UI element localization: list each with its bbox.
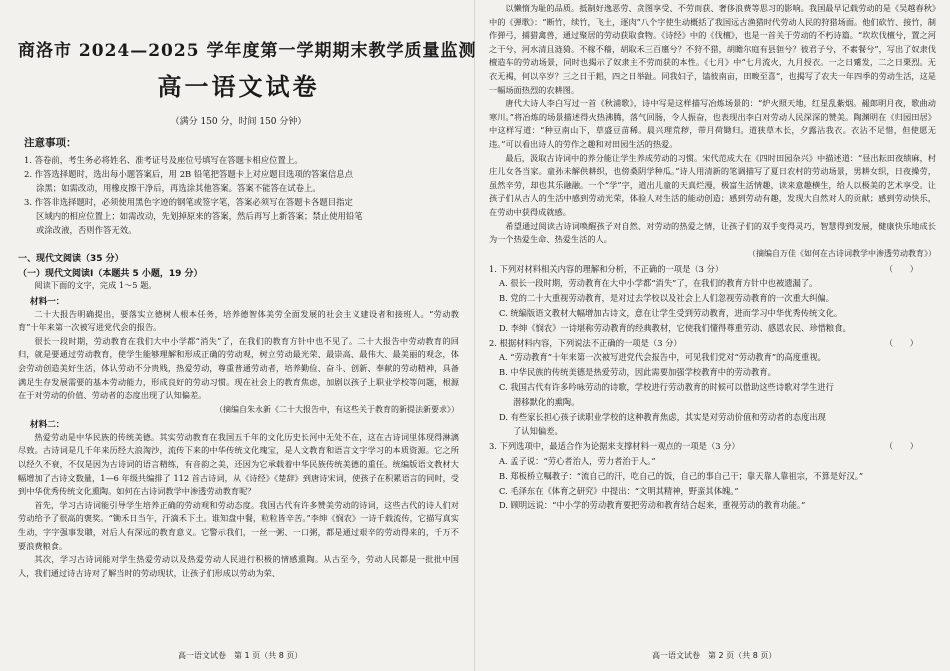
question-option <box>499 454 936 469</box>
question-option <box>499 380 936 410</box>
question-option <box>499 410 936 440</box>
note-line: 2. 作答选择题时，选出每小题答案后，用 2B 铅笔把答题卡上对应题目选项的答案信息点 <box>24 169 353 179</box>
note-line: 区域内的相应位置上；如需改动，先划掉原来的答案，然后再写上新答案；禁止使用铅笔 <box>36 211 363 221</box>
answer-parentheses: （ ） <box>884 337 918 348</box>
material-2-continued <box>489 2 936 247</box>
option-line: D. 有些家长担心孩子读职业学校的这种教育焦虑，其实是对劳动价值和劳动者的态度出现 <box>499 411 826 422</box>
paragraph: 希望通过阅读古诗词唤醒孩子对自然、对劳动的热爱之情，让孩子们的双手变得灵巧，智慧得到发展，健康快乐地成长为一个热爱生命、热爱生活的人。 <box>489 220 936 245</box>
paragraph: 最后，汲取古诗词中的养分能让学生养成劳动的习惯。宋代范成大在《四时田园杂兴》中描述道：“昼出耘田夜绩麻，村庄儿女各当家。童孙未解供耕织，也傍桑阴学种瓜。”诗人用清新的笔调描写了夏日农村的劳动场景，男耕女织，日夜操劳，虽然辛劳，却也其乐融融。一个“学”字，道出儿童的天真烂漫，极富生活情趣，读来意趣横生，给人以极美的艺术享受。让孩子们从古人的生活中感到劳动光荣，体验人对生活的能动创造；感到劳动有趣，发现大自然对人的贡献；感到劳动快乐，在劳动中获得成就感。 <box>489 152 936 217</box>
question-text: 1. 下列对材料相关内容的理解和分析，不正确的一项是（3 分） <box>489 263 724 274</box>
paragraph: 二十大报告明确提出，要落实立德树人根本任务，培养德智体美劳全面发展的社会主义建设者和接班人。“劳动教育”十年来第一次被写进党代会的报告。 <box>18 308 459 333</box>
question-option <box>499 469 936 484</box>
option-line: C. 毛泽东在《体育之研究》中提出：“文明其精神，野蛮其体魄。” <box>499 485 739 496</box>
reading-instruction: 阅读下面的文字，完成 1～5 题。 <box>34 280 157 290</box>
section-heading: 一、现代文阅读（35 分） <box>18 254 124 264</box>
option-line: 了认知偏差。 <box>513 426 563 437</box>
exam-title: 商洛市 2024—2025 学年度第一学期期末教学质量监测 <box>18 41 477 61</box>
score-time: （满分 150 分，时间 150 分钟） <box>170 117 307 127</box>
question-option <box>499 306 936 321</box>
option-line: D. 李绅《悯农》一诗堪称劳动教育的经典教材，它使我们懂得尊重劳动、感恩农民、珍惜粮食。 <box>499 322 851 333</box>
answer-parentheses: （ ） <box>884 263 918 274</box>
note-line: 涂黑；如需改动，用橡皮擦干净后，再选涂其他答案。答案不能答在试卷上。 <box>36 183 321 193</box>
paragraph: 首先，学习古诗词能引导学生培养正确的劳动观和劳动态度。我国古代有许多赞美劳动的诗词，这些古代的诗人们对劳动给予了很高的褒奖。“锄禾日当午，汗滴禾下土。谁知盘中餐，粒粒皆辛苦。”李绅《悯农》一诗千载流传，它描写真实生动，字字强事发聩，对后人有深远的教育意义。它警示我们，一丝一粥、一口粥，都是通过艰辛的劳动得来的，千万不要浪费粮食。 <box>18 499 459 551</box>
option-line: C. 统编版语文教材大幅增加古诗文，意在让学生受到劳动教育，进而学习中华优秀传统文化。 <box>499 308 843 319</box>
subsection-heading: （一）现代文阅读Ⅰ（本题共 5 小题，19 分） <box>18 269 203 279</box>
page-2 <box>475 0 950 671</box>
option-line: C. 我国古代有许多吟咏劳动的诗歌，学校进行劳动教育的时候可以借助这些诗歌对学生进行 <box>499 382 834 393</box>
paragraph: 唐代大诗人李白写过一首《秋浦歌》，诗中写是这样描写冶炼场景的：“炉火照天地，红星乱紫烟。赧郎明月夜，歌曲动寒川。”将冶炼的场景描述得火热沸腾，落气回肠，令人振奋，也表现出李白对劳动人民深深的赞美。陶渊明在《归园田居》中这样写道：“种豆南山下，草盛豆苗稀。晨兴理荒秽，带月荷锄归。道狭草木长，夕露沾我衣。衣沾不足惜，但使愿无违。”可以看出诗人的劳作之趣和对田园生活的热爱。 <box>489 98 936 149</box>
option-line: B. 郑板桥立嘱教子：“流自己的汗，吃自己的饭，自己的事自己干；靠天靠人靠祖宗，不算是好汉。” <box>499 470 864 481</box>
option-line: B. 党的二十大重视劳动教育，是对过去学校以及社会上人们忽视劳动教育的一次重大纠偏。 <box>499 293 834 304</box>
notes-heading: 注意事项： <box>24 137 77 149</box>
paragraph: 其次，学习古诗词能对学生热爱劳动以及热爱劳动人民进行积极的情感熏陶。从古至今，劳动人民都是一批批中国人，我们通过诗古诗对了解当时的劳动现状，让孩子们形成以劳动为荣、 <box>18 554 459 578</box>
notes-list <box>18 153 459 237</box>
exam-subtitle: 高一语文试卷 <box>157 72 320 101</box>
note-line: 或涂改液，否则作答无效。 <box>36 225 137 235</box>
question-stem <box>489 439 936 454</box>
paragraph: 热爱劳动是中华民族的传统美德。其实劳动教育在我国五千年的文化历史长河中无处不在，这在古诗词里体现得淋漓尽致。古诗词是几千年来历经大浪淘沙，流传下来的中华传统文化瑰宝，是人文教育和语言文字学习的本质资源。它之所以经久不衰，不仅是因为古诗词的语言精练，有音韵之美，还因为它承载着中华民族传统美德的重任。统编版语文教材大幅增加了古诗文数量，1—6 年级共编排了 112 首古诗词，从《诗经》《楚辞》到唐诗宋词，使孩子在积累语言的同时，受到中华优秀传统文化熏陶。如何在古诗词教学中渗透劳动教育呢？ <box>18 431 459 497</box>
material-1-label: 材料一： <box>30 296 65 307</box>
question-option <box>499 498 936 513</box>
option-line: A. “劳动教育”十年来第一次被写进党代会报告中，可见我们党对“劳动教育”的高度重视。 <box>499 352 826 363</box>
option-line: A. 很长一段时期，劳动教育在大中小学都“消失”了，在我们的教育方针中也被遗漏了。 <box>499 278 818 289</box>
option-line: B. 中华民族的传统美德是热爱劳动，因此需要加强学校教育中的劳动教育。 <box>499 367 776 378</box>
note-item <box>24 195 459 237</box>
option-line: 潜移默化的熏陶。 <box>513 396 580 407</box>
option-line: D. 顾明远说：“中小学的劳动教育要把劳动和教育结合起来，重视劳动的教育功能。” <box>499 500 806 511</box>
question-option <box>499 365 936 380</box>
note-line: 1. 答卷前，考生务必将姓名、准考证号及座位号填写在答题卡相应位置上。 <box>24 155 303 165</box>
page-2-footer: 高一语文试卷 第 2 页（共 8 页） <box>652 651 777 660</box>
material-2-label: 材料二： <box>30 419 65 430</box>
question-option <box>499 484 936 499</box>
answer-parentheses: （ ） <box>884 441 918 452</box>
question-option <box>499 350 936 365</box>
question-option <box>499 276 936 291</box>
material-2-source: （摘编自万佳《如何在古诗词教学中渗透劳动教育》） <box>748 248 936 258</box>
question-option <box>499 291 936 306</box>
note-item <box>24 153 459 167</box>
question-option <box>499 321 936 336</box>
material-2 <box>18 431 459 581</box>
option-line: A. 孟子说：“劳心者治人，劳力者治于人。” <box>499 456 656 467</box>
question-text: 2. 根据材料内容，下列说法不正确的一项是（3 分） <box>489 337 682 348</box>
note-line: 3. 作答非选择题时，必须使用黑色字迹的钢笔或签字笔，答案必须写在答题卡各题目指定 <box>24 197 353 207</box>
note-item <box>24 167 459 195</box>
material-1-source: （摘编自朱永新《二十大报告中，有这些关于教育的新提法新要求》） <box>215 404 459 414</box>
question-stem <box>489 336 936 351</box>
question-text: 3. 下列选项中，最适合作为论据来支撑材料一观点的一项是（3 分） <box>489 441 740 452</box>
paragraph: 以懒惰为耻的品质。抵制好逸恶劳、贪图享受、不劳而获、奢侈浪费等思习的影响。我国最早记载劳动的是《吴越春秋》中的《弹歌》：“断竹，续竹，飞土，逐肉”八个字使生动概括了我国远古渔猎时代劳动人民的狩猎场面。他们砍竹、接竹，制作弹弓，捕猎禽兽，通过聚居的劳动获取食物。《诗经》中的《伐檀》，也是一首关于劳动的不朽诗篇。“坎坎伐檀兮，置之河之干兮，河水清且涟猗。不稼不穑，胡取禾三百廛兮？不狩不猎，胡瞻尔庭有县貆兮？彼君子兮，不素餐兮”，写出了奴隶伐檀造车的劳动场景，同时也揭示了奴隶主不劳而获的本性。《七月》中“七月流火，九月授衣。一之日觱发，二之日栗烈。无衣无褐，何以卒岁？三之日于耜，四之日举趾。同我妇子，馌彼南亩，田畯至喜”，也揭写了农夫一年四季的劳动生活，这是一幅场面热烈的农耕图。 <box>489 3 936 95</box>
paragraph: 很长一段时期，劳动教育在我们大中小学都“消失”了，在我们的教育方针中也不见了。二十大报告中劳动教育的回归，就是要通过劳动教育，使学生能够理解和形成正确的劳动观，树立劳动最光荣、最崇高、最伟大、最美丽的观念，体会劳动创造美好生活，体认劳动不分贵贱，热爱劳动，尊重普通劳动者，培养勤俭、奋斗、创新、奉献的劳动精神，具备满足生存发展需要的基本劳动能力，形成良好的劳动习惯。现在社会上的教育焦虑，加剧以孩子上职业学校等问题，根源在于对劳动的价值、劳动者的态度出现了认知偏差。 <box>18 335 459 401</box>
questions <box>489 262 936 514</box>
page-1-footer: 高一语文试卷 第 1 页（共 8 页） <box>178 651 303 660</box>
question-stem <box>489 262 936 277</box>
material-1 <box>18 308 459 403</box>
